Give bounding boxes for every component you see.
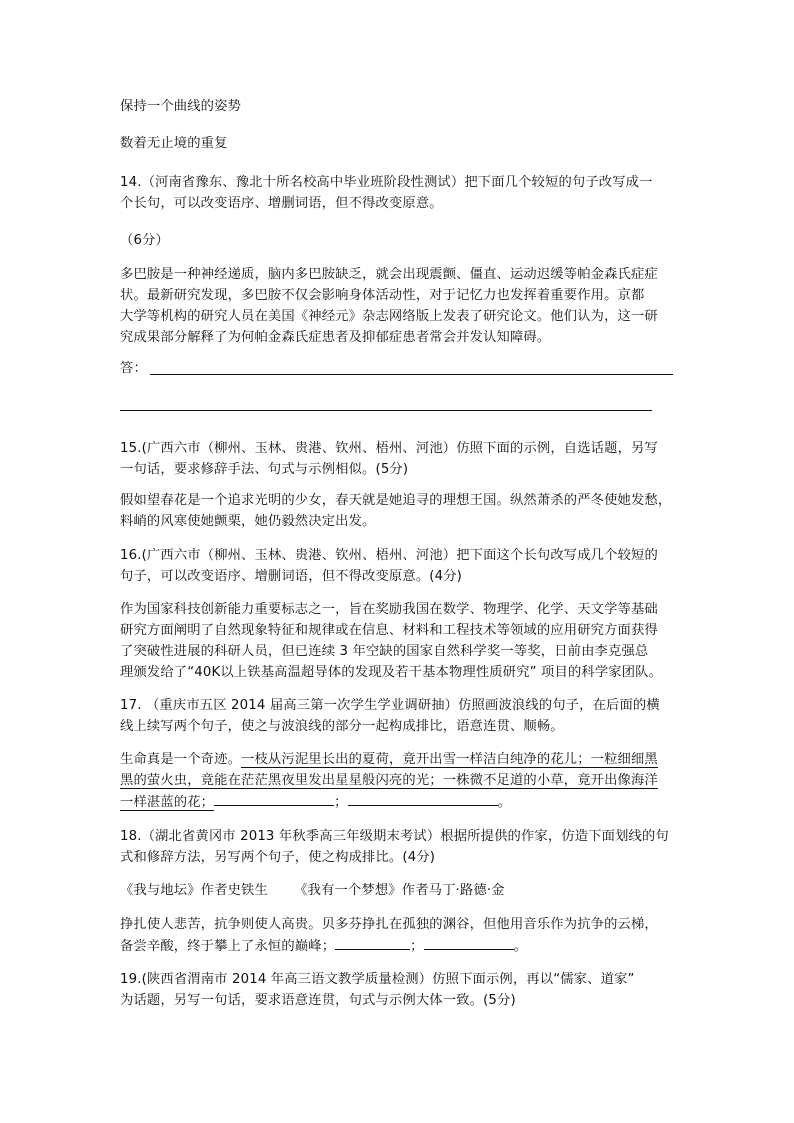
q18-text-line-2-content: 备尝辛酸，终于攀上了永恒的巅峰；: [120, 939, 336, 954]
q18-period: 。: [513, 939, 528, 954]
q16-text-line-4: 理颁发给了“40K以上铁基高温超导体的发现及若干基本物理性质研究” 项目的科学家团队。: [120, 665, 663, 680]
q16-title-line-1: 16.(广西六市（柳州、玉林、贵港、钦州、梧州、河池）把下面这个长句改写成几个较短的: [120, 548, 658, 563]
q15-example-line-1: 假如望春花是一个追求光明的少女，春天就是她追寻的理想王国。纵然萧杀的严冬使她发愁，: [120, 493, 672, 508]
q17-title-line-2: 线上续写两个句子，使之与波浪线的部分一起构成排比，语意连贯、顺畅。: [120, 719, 564, 734]
q15-example-line-2: 料峭的风寒使她颤栗，她仍毅然决定出发。: [120, 514, 376, 529]
q17-wavy-sentence-part-1: 一枝从污泥里长出的夏荷，竟开出雪一样洁白纯净的花儿；一粒细细黑: [241, 752, 658, 767]
q19-title-line-2: 为话题，另写一句话，要求语意连贯，句式与示例大体一致。(5分): [120, 993, 516, 1008]
q18-blank-1[interactable]: [335, 935, 410, 950]
q14-title-line-2: 个长句，可以改变语序、增删词语，但不得改变原意。: [120, 196, 443, 211]
q17-title-line-1: 17. （重庆市五区 2014 届高三第一次学生学业调研抽）仿照画波浪线的句子，在后面的横: [120, 698, 660, 713]
q18-text-line-1: 挣扎使人悲苦，抗争则使人高贵。贝多芬挣扎在孤独的渊谷，但他用音乐作为抗争的云梯，: [120, 917, 658, 932]
q16-text-line-3: 了突破性进展的科研人员，但已连续 3 年空缺的国家自然科学奖一等奖，日前由李克强总: [120, 644, 649, 659]
q17-text-intro: 生命真是一个奇迹。: [120, 752, 242, 767]
q17-text-line-3: [120, 791, 511, 813]
q18-semicolon: ；: [410, 939, 424, 954]
q18-authors: 《我与地坛》作者史铁生 《我有一个梦想》作者马丁·路德·金: [120, 883, 505, 898]
q19-title-line-1: 19.(陕西省渭南市 2014 年高三语文教学质量检测）仿照下面示例，再以“儒家、道家”: [120, 972, 635, 987]
q16-title-line-2: 句子，可以改变语序、增删词语，但不得改变原意。(4分): [120, 569, 463, 584]
q18-blank-2[interactable]: [424, 935, 514, 950]
q16-text-line-2: 研究方面阐明了自然现象特征和规律或在信息、材料和工程技术等领域的应用研究方面获得: [120, 623, 658, 638]
poem-line-2: 数着无止境的重复: [120, 136, 228, 151]
q18-title-line-1: 18.（湖北省黄冈市 2013 年秋季高三年级期末考试）根据所提供的作家，仿造下面划线的句: [120, 829, 669, 844]
q14-text-line-4: 究成果部分解释了为何帕金森氏症患者及抑郁症患者常会并发认知障碍。: [120, 330, 551, 345]
q14-text-line-3: 大学等机构的研究人员在美国《神经元》杂志网络版上发表了研究论文。他们认为，这一研: [120, 309, 658, 324]
q17-wavy-sentence-part-2: 黑的萤火虫，竟能在茫茫黑夜里发出星星般闪亮的光；一株微不足道的小草，竟开出像海洋: [120, 773, 658, 788]
q17-text-line-1: [120, 749, 658, 770]
q15-title-line-1: 15.(广西六市（柳州、玉林、贵港、钦州、梧州、河池）仿照下面的示例，自选话题，另写: [120, 441, 658, 456]
q18-text-line-2: [120, 935, 527, 957]
q17-text-line-2: [120, 770, 658, 791]
q15-title-line-2: 一句话，要求修辞手法、句式与示例相似。(5分): [120, 462, 409, 477]
q17-blank-1[interactable]: [214, 791, 334, 806]
q14-answer-line-1[interactable]: [150, 374, 673, 375]
q17-blank-2[interactable]: [348, 791, 498, 806]
q16-text-line-1: 作为国家科技创新能力重要标志之一，旨在奖励我国在数学、物理学、化学、天文学等基础: [120, 602, 658, 617]
q14-text-line-1: 多巴胺是一种神经递质，脑内多巴胺缺乏，就会出现震颤、僵直、运动迟缓等帕金森氏症症: [120, 267, 658, 282]
q14-answer-label: 答：: [120, 361, 147, 376]
poem-line-1: 保持一个曲线的姿势: [120, 99, 242, 114]
q14-answer-line-2[interactable]: [120, 410, 652, 411]
q17-period: 。: [497, 795, 512, 810]
q17-wavy-sentence-part-3: 一样湛蓝的花；: [120, 795, 215, 810]
q14-score: （6分）: [120, 233, 169, 248]
q14-text-line-2: 状。最新研究发现，多巴胺不仅会影响身体活动性，对于记忆力也发挥着重要作用。京都: [120, 288, 645, 303]
q17-semicolon: ；: [334, 795, 348, 810]
q18-title-line-2: 式和修辞方法，另写两个句子，使之构成排比。(4分): [120, 850, 436, 865]
q14-title-line-1: 14.（河南省豫东、豫北十所名校高中毕业班阶段性测试）把下面几个较短的句子改写成一: [120, 175, 653, 190]
